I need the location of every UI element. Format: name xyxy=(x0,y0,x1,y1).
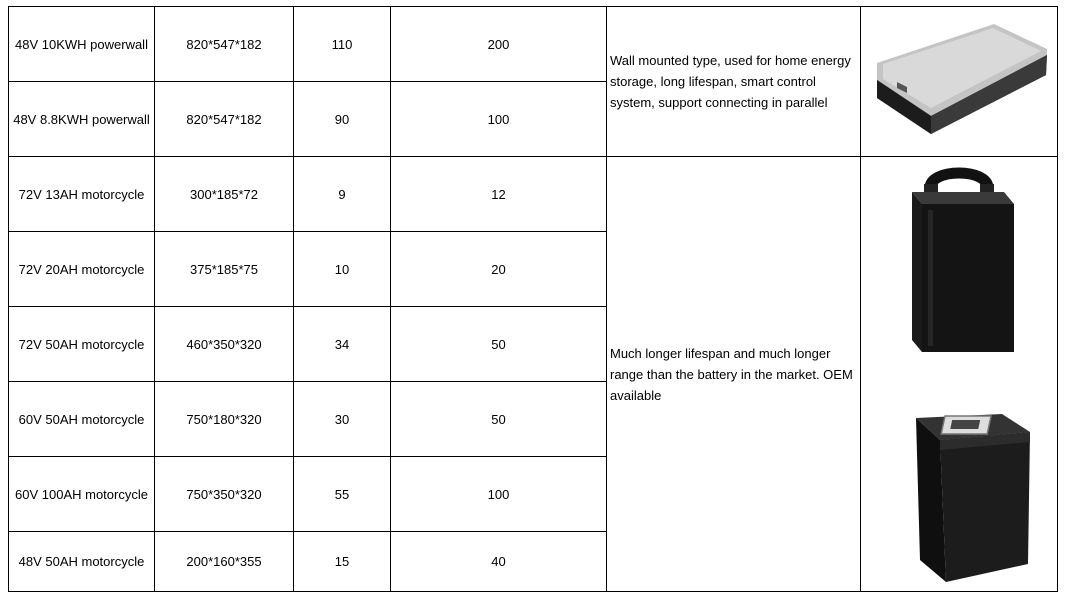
model-cell: 60V 50AH motorcycle xyxy=(9,382,155,457)
moq-cell: 50 xyxy=(391,307,607,382)
size-cell: 375*185*75 xyxy=(155,232,294,307)
weight-cell: 55 xyxy=(294,457,391,532)
motorcycle-description: Much longer lifespan and much longer range than the battery in the market. OEM available xyxy=(607,157,861,592)
weight-cell: 90 xyxy=(294,82,391,157)
moq-cell: 100 xyxy=(391,457,607,532)
model-cell: 60V 100AH motorcycle xyxy=(9,457,155,532)
model-cell: 72V 50AH motorcycle xyxy=(9,307,155,382)
model-cell: 72V 13AH motorcycle xyxy=(9,157,155,232)
motorcycle-battery-box-image xyxy=(884,402,1034,587)
size-cell: 820*547*182 xyxy=(155,7,294,82)
powerwall-image-cell xyxy=(861,7,1058,157)
moq-cell: 40 xyxy=(391,532,607,592)
moq-cell: 20 xyxy=(391,232,607,307)
moq-cell: 50 xyxy=(391,382,607,457)
moq-cell: 12 xyxy=(391,157,607,232)
model-cell: 48V 10KWH powerwall xyxy=(9,7,155,82)
size-cell: 750*180*320 xyxy=(155,382,294,457)
motorcycle-image-cell xyxy=(861,157,1058,592)
model-cell: 48V 50AH motorcycle xyxy=(9,532,155,592)
weight-cell: 110 xyxy=(294,7,391,82)
motorcycle-battery-handle-image xyxy=(884,162,1034,362)
model-cell: 48V 8.8KWH powerwall xyxy=(9,82,155,157)
product-spec-table xyxy=(8,6,1058,592)
weight-cell: 15 xyxy=(294,532,391,592)
size-cell: 820*547*182 xyxy=(155,82,294,157)
size-cell: 200*160*355 xyxy=(155,532,294,592)
size-cell: 750*350*320 xyxy=(155,457,294,532)
table-row xyxy=(9,7,1058,82)
table-row xyxy=(9,157,1058,232)
powerwall-battery-image xyxy=(867,24,1052,139)
powerwall-description: Wall mounted type, used for home energy storage, long lifespan, smart control system, support connecting in parallel xyxy=(607,7,861,157)
weight-cell: 10 xyxy=(294,232,391,307)
size-cell: 300*185*72 xyxy=(155,157,294,232)
weight-cell: 34 xyxy=(294,307,391,382)
weight-cell: 9 xyxy=(294,157,391,232)
moq-cell: 200 xyxy=(391,7,607,82)
moq-cell: 100 xyxy=(391,82,607,157)
weight-cell: 30 xyxy=(294,382,391,457)
size-cell: 460*350*320 xyxy=(155,307,294,382)
model-cell: 72V 20AH motorcycle xyxy=(9,232,155,307)
